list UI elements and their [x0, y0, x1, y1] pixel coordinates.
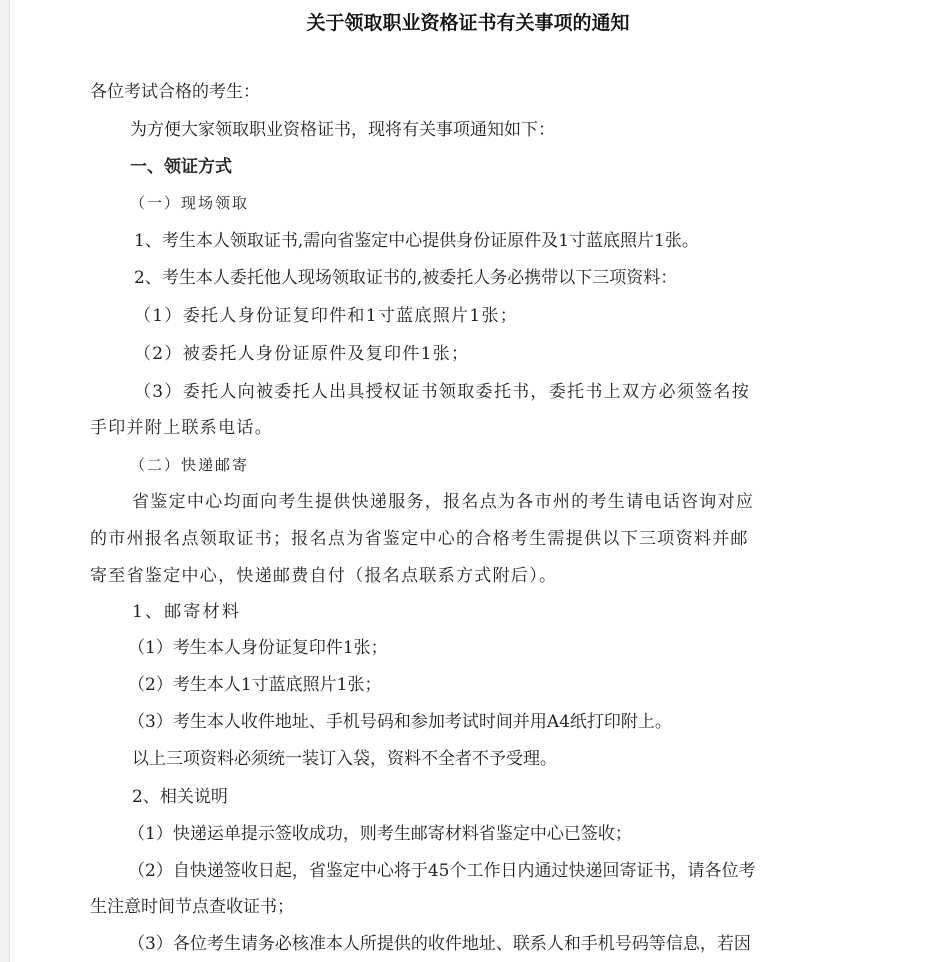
sub2-heading: （二）快递邮寄 [130, 456, 250, 474]
sub2-para-line3: 寄至省鉴定中心，快递邮费自付（报名点联系方式附后）。 [90, 566, 558, 586]
sub2-para-line1: 省鉴定中心均面向考生提供快递服务，报名点为各市州的考生请电话咨询对应 [132, 492, 755, 512]
sub1-heading: （一）现场领取 [130, 194, 250, 212]
sub1-item2: 2、考生本人委托他人现场领取证书的,被委托人务必携带以下三项资料： [134, 268, 678, 288]
sub1-item2-c-line1: （3）委托人向被委托人出具授权证书领取委托书，委托书上双方必须签名按 [134, 382, 751, 402]
mail-item2: （2）考生本人1寸蓝底照片1张； [128, 675, 382, 695]
sub1-item2-b: （2）被委托人身份证原件及复印件1张； [134, 344, 470, 364]
sub1-item1: 1、考生本人领取证书,需向省鉴定中心提供身份证原件及1寸蓝底照片1张。 [134, 231, 699, 251]
mail-heading: 1、邮寄材料 [132, 602, 242, 622]
mail-item1: （1）考生本人身份证复印件1张； [128, 638, 388, 658]
intro-paragraph: 为方便大家领取职业资格证书，现将有关事项通知如下： [130, 120, 555, 140]
mail-note: 以上三项资料必须统一装订入袋，资料不全者不予受理。 [132, 749, 557, 769]
page-title: 关于领取职业资格证书有关事项的通知 [306, 12, 630, 34]
section1-heading: 一、领证方式 [130, 157, 232, 177]
salutation: 各位考试合格的考生： [90, 82, 260, 102]
sub1-item2-a: （1）委托人身份证复印件和1寸蓝底照片1张； [134, 306, 519, 326]
note3-line1: （3）各位考生请务必核准本人所提供的收件地址、联系人和手机号码等信息，若因 [128, 934, 751, 954]
notes-heading: 2、相关说明 [132, 787, 228, 807]
sub2-para-line2: 的市州报名点领取证书；报名点为省鉴定中心的合格考生需提供以下三项资料并邮 [90, 529, 749, 549]
mail-item3: （3）考生本人收件地址、手机号码和参加考试时间并用A4纸打印附上。 [128, 712, 672, 732]
note2-line2: 生注意时间节点查收证书； [90, 897, 294, 917]
sub1-item2-c-line2: 手印并附上联系电话。 [90, 418, 273, 438]
note1: （1）快递运单提示签收成功，则考生邮寄材料省鉴定中心已签收； [128, 824, 632, 844]
note2-line1: （2）自快递签收日起，省鉴定中心将于45个工作日内通过快递回寄证书，请各位考 [128, 861, 756, 881]
left-gutter [0, 0, 10, 962]
